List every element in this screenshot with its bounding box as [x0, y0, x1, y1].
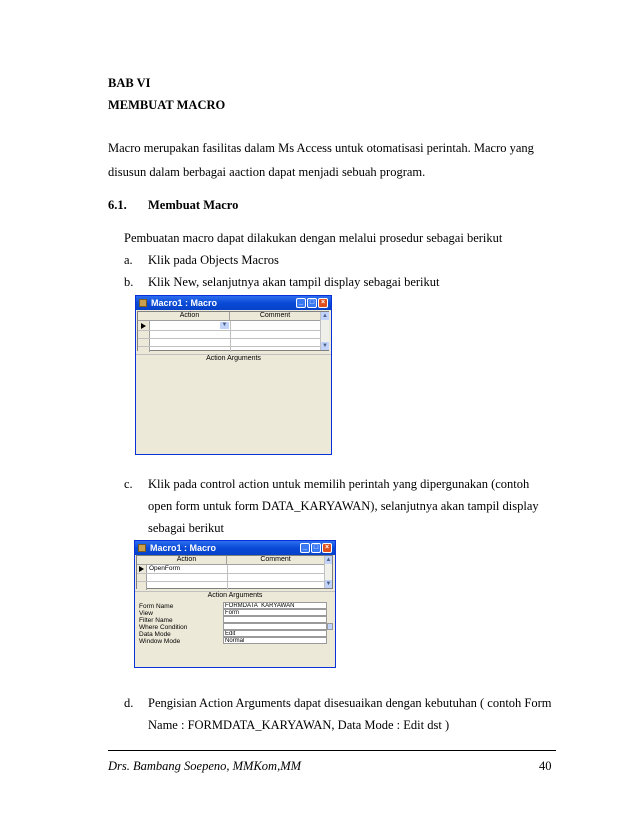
arg-value-window-mode[interactable]: Normal [223, 637, 327, 644]
column-header-comment: Comment [227, 556, 324, 565]
steps-intro: Pembuatan macro dapat dilakukan dengan melalui prosedur sebagai berikut [124, 231, 503, 245]
arg-label-view: View [139, 610, 153, 617]
macro-grid [137, 311, 329, 351]
grid-scrollbar[interactable] [320, 312, 329, 350]
action-arguments-header: Action Arguments [135, 591, 335, 601]
step-a-marker: a. [124, 253, 133, 267]
close-icon: × [322, 543, 332, 553]
section-title: Membuat Macro [148, 198, 239, 212]
row-line [137, 573, 324, 574]
row-line [137, 581, 324, 582]
chapter-label: BAB VI [108, 76, 151, 90]
action-arguments-header: Action Arguments [136, 354, 331, 365]
current-row-arrow-icon [141, 323, 146, 329]
step-d-marker: d. [124, 696, 134, 710]
macro-icon [138, 544, 146, 552]
scroll-down-icon[interactable]: ▼ [322, 343, 328, 349]
column-divider [227, 565, 228, 590]
grid-scrollbar[interactable] [324, 556, 332, 588]
arg-value-form-name[interactable]: FORMDATA_KARYAWAN [223, 602, 327, 609]
intro-line-1: Macro merupakan fasilitas dalam Ms Access untuk otomatisasi perintah. Macro yang [108, 141, 534, 155]
arg-label-filter-name: Filter Name [139, 617, 173, 624]
row-1-action[interactable]: OpenForm [149, 565, 181, 572]
row-line [138, 346, 320, 347]
intro-line-2: disusun dalam berbagai aaction dapat menjadi sebuah program. [108, 165, 426, 179]
arg-label-window-mode: Window Mode [139, 638, 181, 645]
current-row-arrow-icon [139, 566, 144, 572]
window-title: Macro1 : Macro [151, 298, 218, 308]
row-selectors [137, 565, 147, 590]
scroll-down-icon[interactable]: ▼ [325, 581, 332, 587]
step-d-line-1: Pengisian Action Arguments dapat disesuaikan dengan kebutuhan ( contoh Form [148, 696, 552, 710]
action-dropdown-icon[interactable]: ▼ [221, 322, 228, 328]
macro-window-screenshot-2 [134, 540, 336, 668]
column-divider [230, 321, 231, 352]
step-a-text: Klik pada Objects Macros [148, 253, 279, 267]
arg-value-where-condition[interactable] [223, 623, 327, 630]
maximize-icon: □ [307, 298, 317, 308]
window-titlebar [136, 296, 331, 310]
macro-grid [136, 555, 333, 589]
chapter-title: MEMBUAT MACRO [108, 98, 226, 112]
row-selectors [138, 321, 150, 352]
minimize-icon: _ [296, 298, 306, 308]
section-number: 6.1. [108, 198, 127, 212]
step-b-text: Klik New, selanjutnya akan tampil display sebagai berikut [148, 275, 440, 289]
column-header-action: Action [147, 556, 227, 565]
footer-author: Drs. Bambang Soepeno, MMKom,MM [108, 759, 302, 773]
minimize-icon: _ [300, 543, 310, 553]
step-c-line-1: Klik pada control action untuk memilih perintah yang dipergunakan (contoh [148, 477, 530, 491]
macro-icon [139, 299, 147, 307]
step-d-line-2: Name : FORMDATA_KARYAWAN, Data Mode : Edit dst ) [148, 718, 450, 732]
close-icon: × [318, 298, 328, 308]
footer-rule [108, 750, 556, 751]
arg-value-filter-name[interactable] [223, 616, 327, 623]
row-line [138, 330, 320, 331]
scroll-up-icon[interactable]: ▲ [322, 313, 328, 319]
window-titlebar [135, 541, 335, 555]
arg-label-form-name: Form Name [139, 603, 174, 610]
arg-value-data-mode[interactable]: Edit [223, 630, 327, 637]
arg-value-view[interactable]: Form [223, 609, 327, 616]
maximize-icon: □ [311, 543, 321, 553]
step-c-line-3: sebagai berikut [148, 521, 225, 535]
window-title: Macro1 : Macro [150, 543, 217, 553]
step-b-marker: b. [124, 275, 134, 289]
column-header-comment: Comment [230, 312, 320, 321]
arg-label-data-mode: Data Mode [139, 631, 171, 638]
column-header-action: Action [150, 312, 230, 321]
expression-builder-icon[interactable] [327, 623, 333, 630]
page-number: 40 [539, 759, 552, 773]
scroll-up-icon[interactable]: ▲ [325, 557, 332, 563]
step-c-marker: c. [124, 477, 133, 491]
arg-label-where-condition: Where Condition [139, 624, 188, 631]
row-line [138, 338, 320, 339]
macro-window-screenshot-1 [135, 295, 332, 455]
step-c-line-2: open form untuk form DATA_KARYAWAN), selanjutnya akan tampil display [148, 499, 539, 513]
